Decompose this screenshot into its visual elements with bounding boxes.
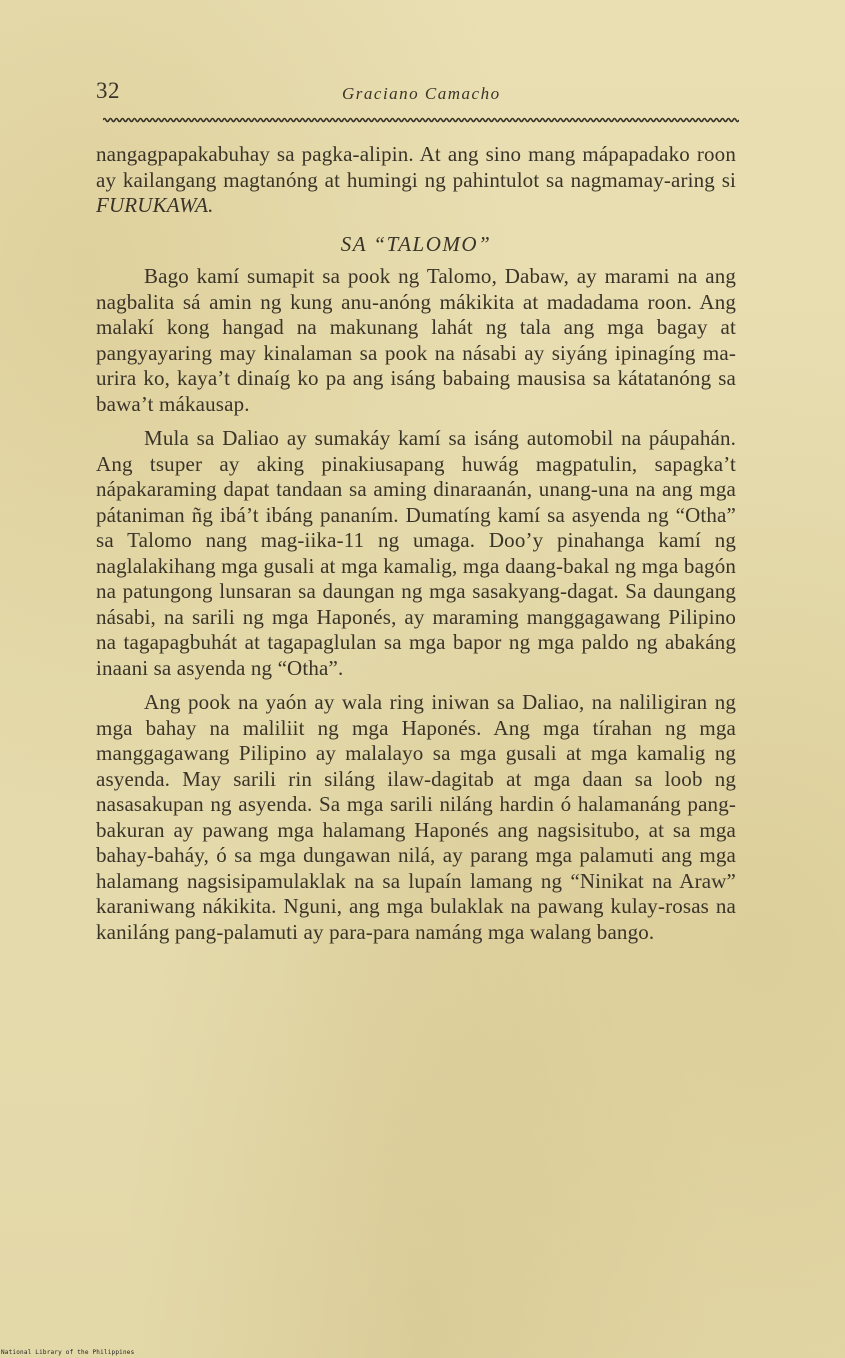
page-number: 32 — [96, 78, 120, 103]
paragraph: Ang pook na yaón ay wala ring iniwan sa Daliao, na naliligiran ng mga bahay na maliliit ng mga Haponés. Ang mga tírahan ng mga manggagawang Pilipino ay malalayo sa mga gusali at mga kamalig ng asyenda. May sarili rin siláng ilaw-dagitab at mga daan sa loob ng nasasakupan ng asyenda. Sa mga sarili niláng hardin ó halamanáng pang-bakuran ay pawang mga halamang Haponés ang nagsisitubo, at sa mga bahay-baháy, ó sa mga dungawan nilá, ay parang mga palamuti ang mga halamang nagsisipamulaklak na sa lupaín lamang ng “Ninikat na Araw” karaniwang nákikita. Nguni, ang mga bulaklak na pawang kulay-rosas na kaniláng pang-palamuti ay para-para namáng mga walang bango. — [96, 690, 736, 944]
page-header — [96, 78, 746, 108]
paragraph-continuation — [96, 142, 736, 219]
ornamental-wavy-rule — [103, 116, 739, 124]
paragraph: Mula sa Daliao ay sumakáy kamí sa isáng automobil na páupahán. Ang tsuper ay aking pinakiusapang huwág magpatulin, sapagka’t nápakaraming dapat tandaan sa aming dinaraanán, unang-una na ang mga pátaniman ñg ibá’t ibáng pananím. Dumatíng kamí sa asyenda ng “Otha” sa Talomo nang mag-iika-11 ng umaga. Doo’y pinahanga kamí ng naglalakihang mga gusali at mga kamalig, mga daang-bakal ng mga bagón na patungong lunsaran sa daungan ng mga sasakyang-dagat. Sa daungang násabi, na sarili ng mga Haponés, ay maraming manggagawang Pilipino na tagapagbuhát at tagapaglulan sa mga bapor ng mga paldo ng abakáng inaani sa asyenda ng “Otha”. — [96, 426, 736, 680]
paragraph-text: nangagpapakabuhay sa pagka-alipin. At ang sino mang mápapadako roon ay kailangang magtanóng at humingi ng pahintulot sa nagmamay-aring si — [96, 142, 736, 192]
body-text — [96, 142, 736, 945]
paragraph: Bago kamí sumapit sa pook ng Talomo, Dabaw, ay marami na ang nagbalita sá amin ng kung anu-anóng mákikita at madadama roon. Ang malakí kong hangad na makunang lahát ng tala ang mga bagay at pangyayaring may kinalaman sa pook na násabi ay siyáng ipinagíng ma-urira ko, kaya’t dinaíg ko pa ang isáng babaing mausisa sa kátatanóng sa bawa’t mákausap. — [96, 264, 736, 416]
section-heading: SA “TALOMO” — [340, 231, 492, 256]
proper-name-emphasis: FURUKAWA. — [96, 193, 214, 217]
library-credit: National Library of the Philippines — [1, 1349, 135, 1356]
running-head-author: Graciano Camacho — [342, 84, 501, 103]
